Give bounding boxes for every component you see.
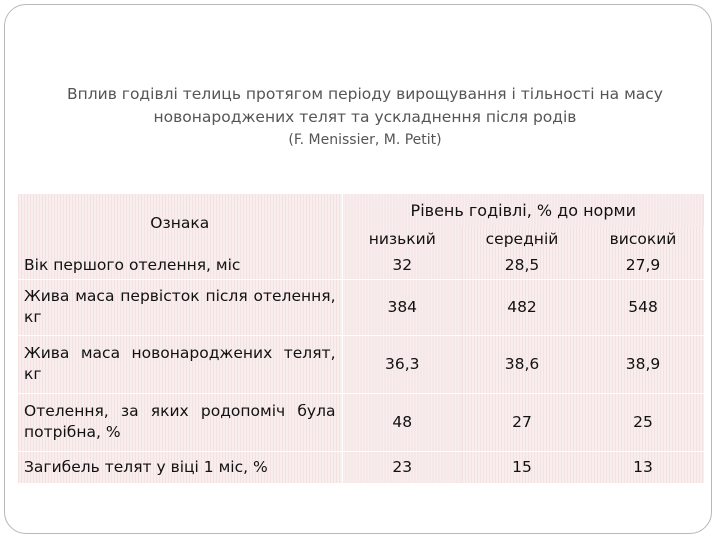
row-value: 48	[342, 393, 462, 451]
row-value: 13	[582, 451, 704, 483]
table-row	[18, 252, 704, 279]
row-label: Жива маса первісток після отелення, кг	[18, 279, 342, 335]
data-table-container	[18, 194, 704, 489]
column-header-medium: середній	[462, 226, 582, 252]
row-value: 36,3	[342, 335, 462, 393]
row-value: 38,6	[462, 335, 582, 393]
row-label: Вік першого отелення, міс	[18, 252, 342, 279]
slide-title	[25, 83, 705, 152]
row-value: 32	[342, 252, 462, 279]
table-row	[18, 451, 704, 483]
data-table	[18, 194, 704, 483]
table-row	[18, 335, 704, 393]
column-header-high: високий	[582, 226, 704, 252]
row-value: 23	[342, 451, 462, 483]
row-value: 27	[462, 393, 582, 451]
title-line-1: Вплив годівлі телиць протягом періоду вирощування і тільності на масу	[67, 85, 663, 103]
row-label: Загибель телят у віці 1 міс, %	[18, 451, 342, 483]
row-value: 25	[582, 393, 704, 451]
row-label: Жива маса новонароджених телят, кг	[18, 335, 342, 393]
title-source: (F. Menissier, M. Petit)	[288, 132, 442, 148]
group-header: Рівень годівлі, % до норми	[342, 194, 704, 226]
row-label: Отелення, за яких родопоміч була потрібна, %	[18, 393, 342, 451]
row-value: 548	[582, 279, 704, 335]
row-value: 28,5	[462, 252, 582, 279]
label-header: Ознака	[18, 194, 342, 252]
row-value: 38,9	[582, 335, 704, 393]
table-row	[18, 279, 704, 335]
table-row	[18, 393, 704, 451]
row-value: 384	[342, 279, 462, 335]
title-line-2: новонароджених телят та ускладнення після родів	[153, 108, 577, 126]
row-value: 27,9	[582, 252, 704, 279]
header-row-1	[18, 194, 704, 226]
row-value: 15	[462, 451, 582, 483]
column-header-low: низький	[342, 226, 462, 252]
row-value: 482	[462, 279, 582, 335]
